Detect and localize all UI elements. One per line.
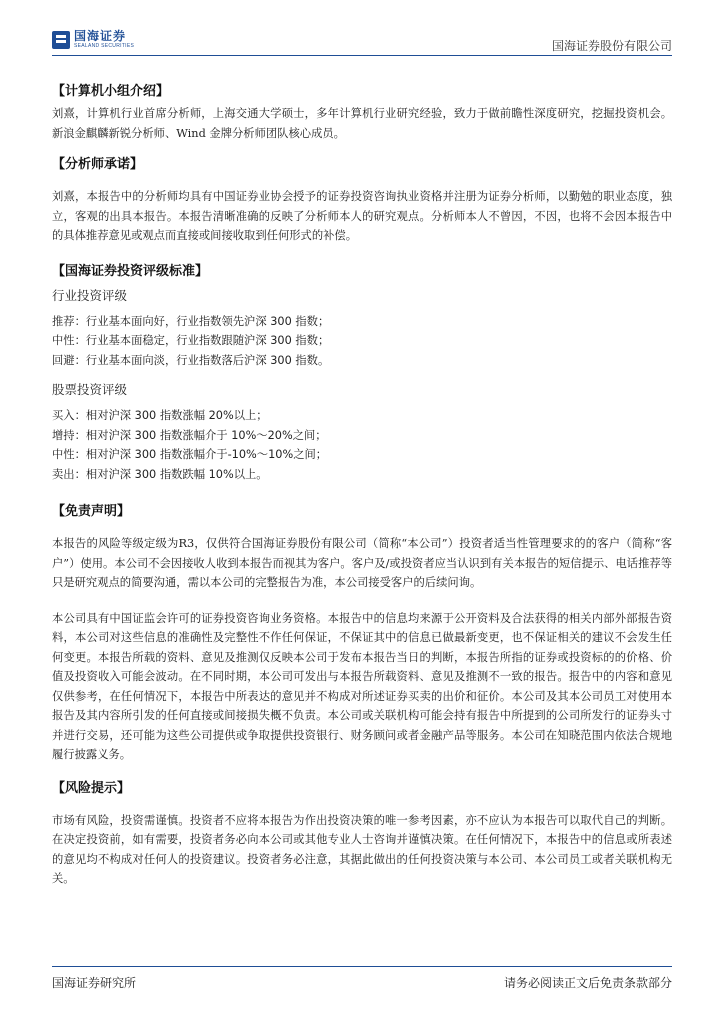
- logo-icon: [52, 31, 70, 49]
- commitment-title: 【分析师承诺】: [52, 157, 144, 172]
- disclaimer-paragraph-1: 本报告的风险等级定级为R3，仅供符合国海证券股份有限公司（简称“本公司”）投资者适当性管理要求的的客户（简称“客户”）使用。本公司不会因接收人收到本报告而视其为客户。客户及/或投资者应当认识到有关本报告的短信提示、电话推荐等只是研究观点的简要沟通，需以本公司的完整报告为准，本公司接受客户的后续问询。: [52, 537, 672, 589]
- stock-rating-title: 股票投资评级: [52, 382, 128, 397]
- risk-section: [52, 779, 672, 889]
- industry-rating-item: 回避：行业基本面向淡，行业指数落后沪深 300 指数。: [52, 353, 330, 367]
- company-logo: [52, 30, 134, 49]
- stock-rating-item: 买入：相对沪深 300 指数涨幅 20%以上；: [52, 409, 268, 422]
- commitment-section: [52, 155, 672, 246]
- industry-rating-item: 中性：行业基本面稳定，行业指数跟随沪深 300 指数；: [52, 334, 330, 347]
- industry-rating-title: 行业投资评级: [52, 287, 128, 303]
- header-divider: [52, 55, 672, 56]
- disclaimer-paragraph-2: 本公司具有中国证监会许可的证券投资咨询业务资格。本报告中的信息均来源于公开资料及合法获得的相关内部外部报告资料，本公司对这些信息的准确性及完整性不作任何保证，不保证其中的信息已做最新变更，也不保证相关的建议不会发生任何变更。本报告所载的资料、意见及推测仅反映本公司于发布本报告当日的判断，本报告所指的证券或投资标的的价格、价值及投资收入可能会波动。在不同时期，本公司可发出与本报告所载资料、意见及推测不一致的报告。报告中的内容和意见仅供参考，在任何情况下，本报告中所表达的意见并不构成对所述证券买卖的出价和征价。本公司及其本公司员工对使用本报告及其内容所引发的任何直接或间接损失概不负责。本公司或关联机构可能会持有报告中所提到的公司所发行的证券头寸并进行交易，还可能为这些公司提供或争取提供投资银行、财务顾问或者金融产品等服务。本公司在知晓范围内依法合规地履行披露义务。: [52, 611, 672, 761]
- document-body: [52, 78, 672, 889]
- footer-institute: 国海证券研究所: [52, 976, 137, 990]
- footer-notice: 请务必阅读正文后免责条款部分: [503, 976, 672, 990]
- stock-rating-item: 中性：相对沪深 300 指数涨幅介于-10%～10%之间；: [52, 448, 328, 461]
- team-section: [52, 82, 672, 143]
- rating-section: [52, 262, 672, 485]
- stock-rating-item: 增持：相对沪深 300 指数涨幅介于 10%～20%之间；: [52, 428, 327, 442]
- header-company-name: 国海证券股份有限公司: [551, 39, 672, 53]
- disclaimer-title: 【免责声明】: [52, 504, 131, 519]
- stock-rating-item: 卖出：相对沪深 300 指数跌幅 10%以上。: [52, 467, 268, 481]
- industry-rating-item: 推荐：行业基本面向好，行业指数领先沪深 300 指数；: [52, 314, 330, 328]
- logo-chinese-name: 国海证券: [74, 29, 127, 43]
- team-text: 刘熹，计算机行业首席分析师，上海交通大学硕士，多年计算机行业研究经验，致力于做前瞻性深度研究，挖掘投资机会。新浪金麒麟新锐分析师、Wind 金牌分析师团队核心成员。: [52, 107, 672, 140]
- rating-title: 【国海证券投资评级标准】: [52, 263, 209, 279]
- page-header: [52, 28, 672, 58]
- disclaimer-section: [52, 502, 672, 765]
- team-title: 【计算机小组介绍】: [52, 84, 170, 99]
- commitment-text: 刘熹，本报告中的分析师均具有中国证券业协会授予的证券投资咨询执业资格并注册为证券分析师，以勤勉的职业态度，独立，客观的出具本报告。本报告清晰准确的反映了分析师本人的研究观点。分析师本人不曾因，不因，也将不会因本报告中的具体推荐意见或观点而直接或间接收取到任何形式的补偿。: [52, 190, 672, 242]
- risk-text: 市场有风险，投资需谨慎。投资者不应将本报告为作出投资决策的唯一参考因素，亦不应认为本报告可以取代自己的判断。在决定投资前，如有需要，投资者务必向本公司或其他专业人士咨询并谨慎决策。在任何情况下，本报告中的信息或所表述的意见均不构成对任何人的投资建议。投资者务必注意，其据此做出的任何投资决策与本公司、本公司员工或者关联机构无关。: [52, 813, 672, 885]
- risk-title: 【风险提示】: [52, 780, 131, 796]
- footer-divider: [52, 966, 672, 967]
- logo-english-name: SEALAND SECURITIES: [74, 43, 135, 49]
